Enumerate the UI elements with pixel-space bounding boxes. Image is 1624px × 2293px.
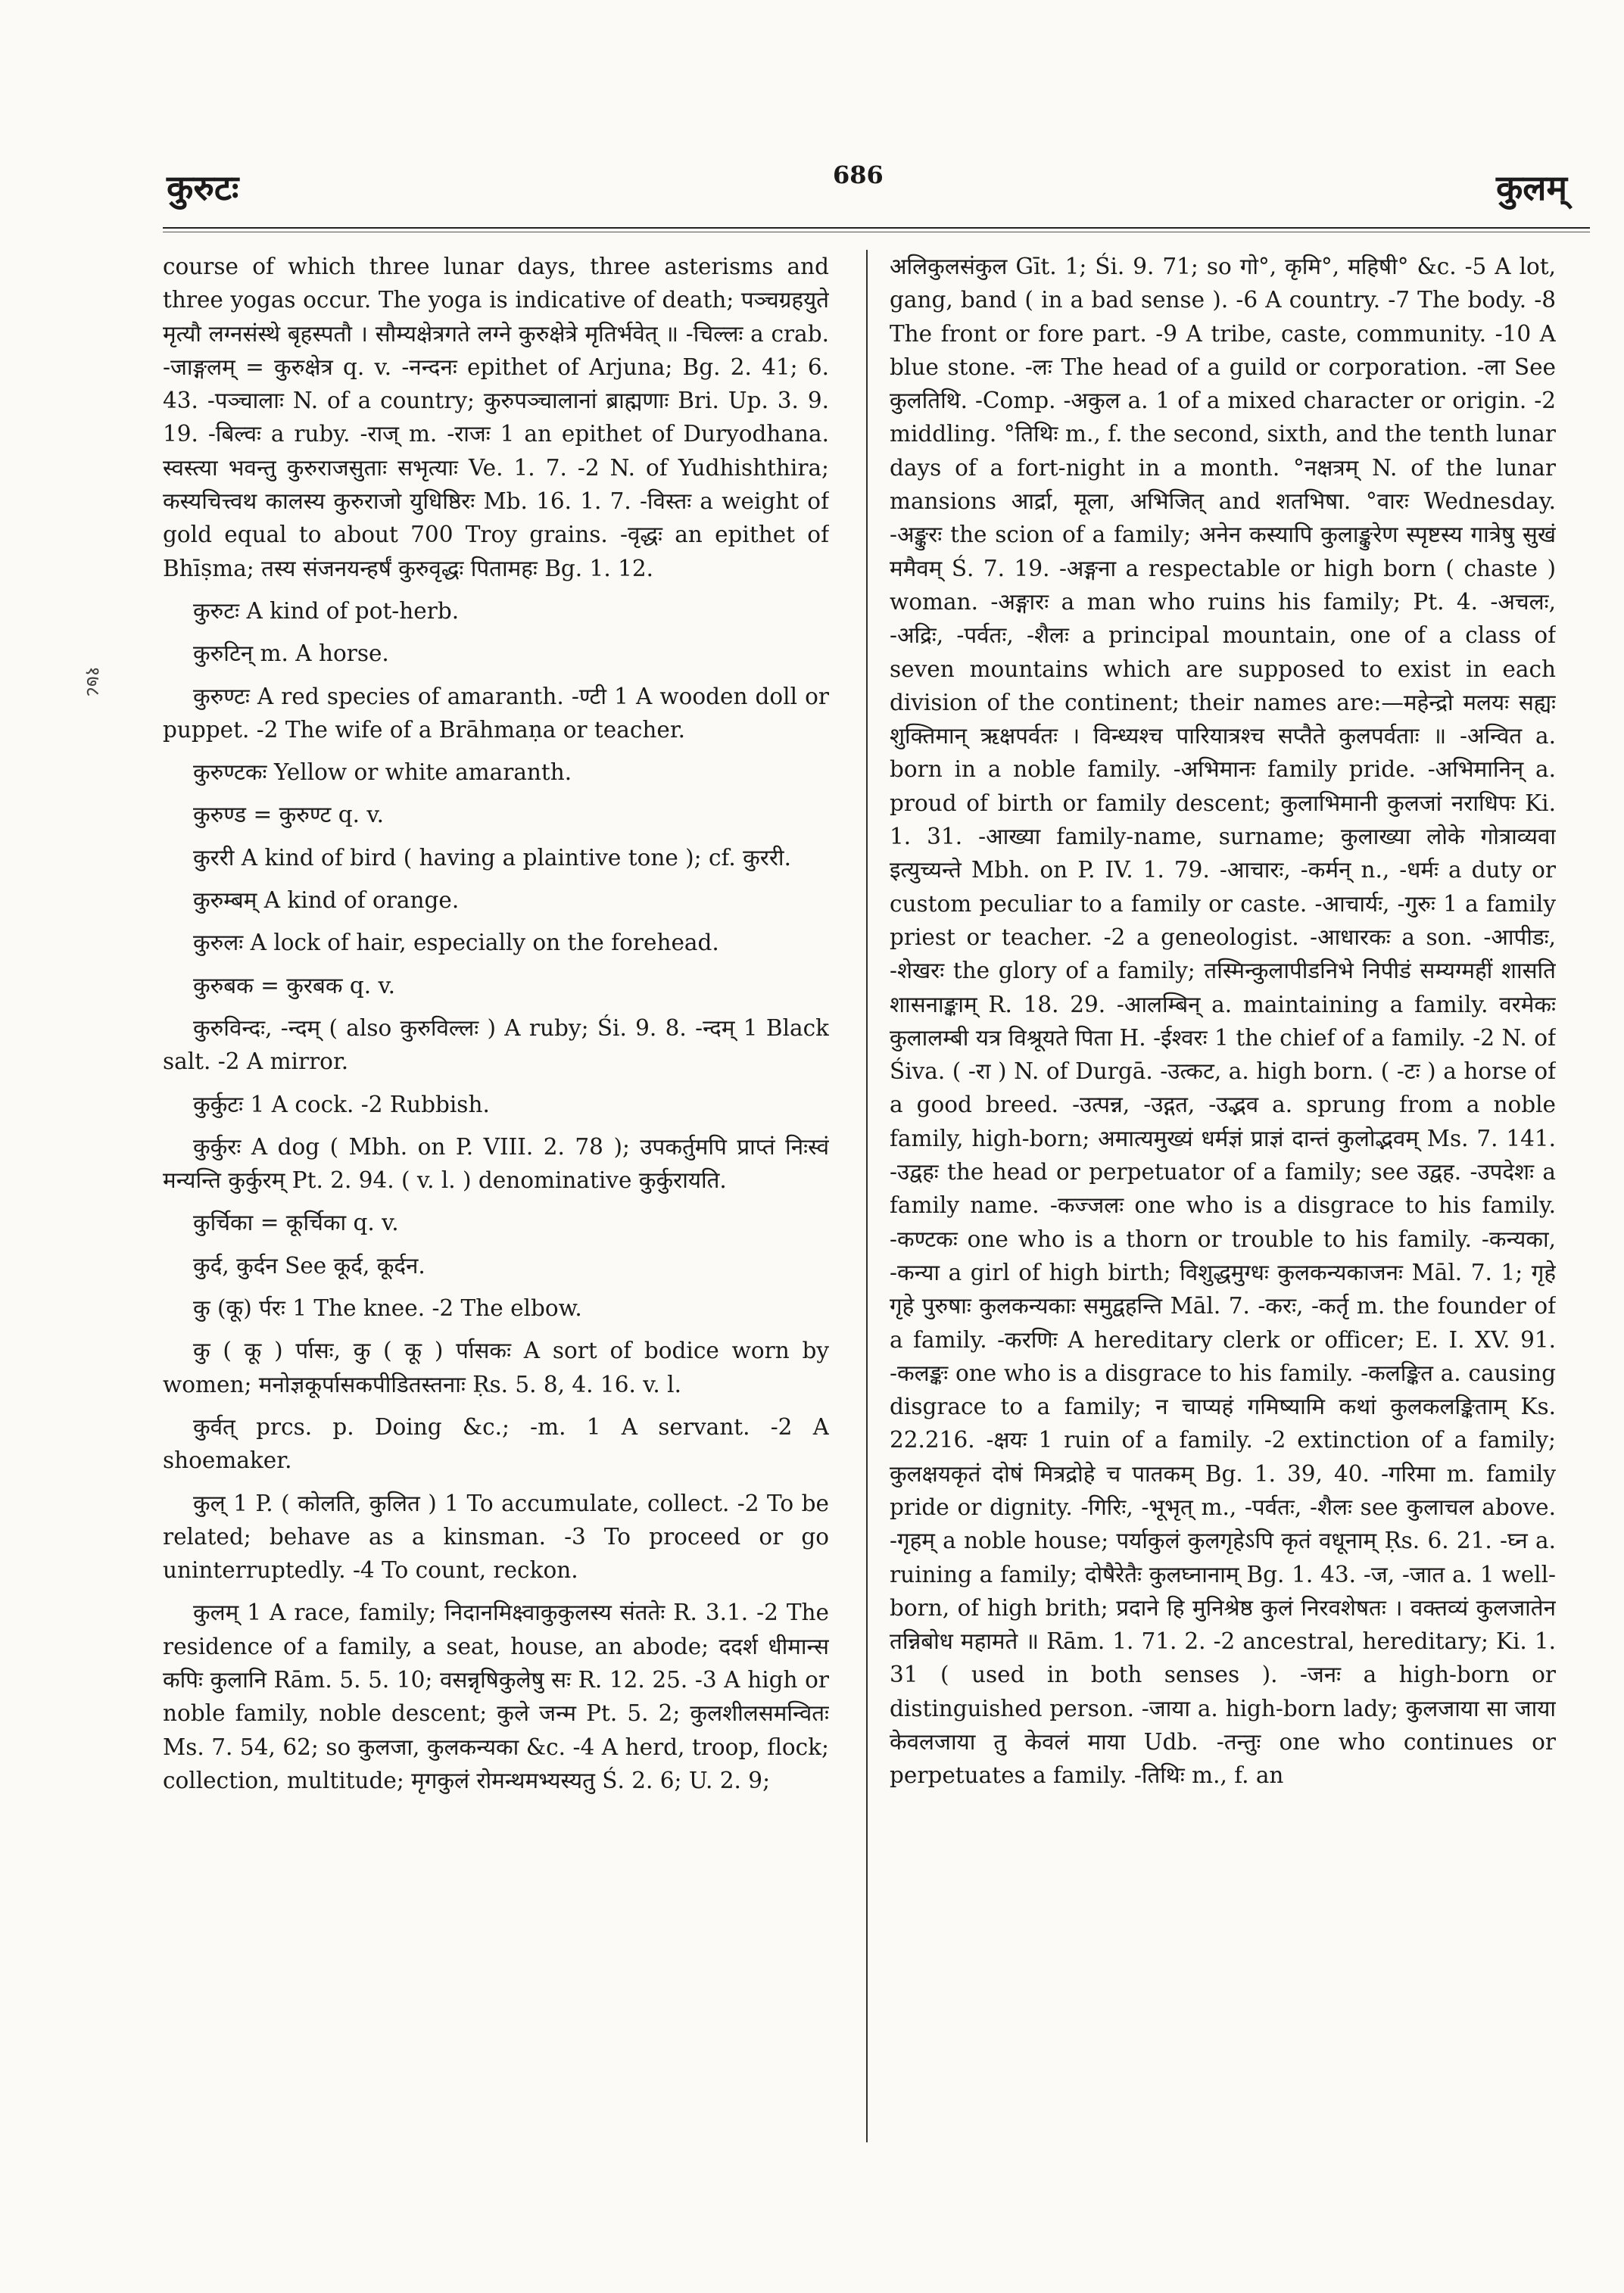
entry: कुल् 1 P. ( कोलति, कुलित ) 1 To accumulate, collect. -2 To be related; behave as a kinsman. -3 To proceed or go uninterruptedly. -4 To count, reckon. xyxy=(163,1490,829,1584)
entry: कु (कू) र्परः 1 The knee. -2 The elbow. xyxy=(193,1295,582,1322)
margin-mark: १७८ xyxy=(81,666,104,697)
entry: कुरुण्टकः Yellow or white amaranth. xyxy=(193,759,572,786)
entry: कुर्चिका = कूर्चिका q. v. xyxy=(193,1210,399,1236)
entry: कुरुम्बम् A kind of orange. xyxy=(193,887,460,914)
entry: कुररी A kind of bird ( having a plaintive tone ); cf. कुररी. xyxy=(193,844,791,871)
entry: कुर्कुरः A dog ( Mbh. on P. VIII. 2. 78 ); उपकर्तुमपि प्राप्तं निःस्वं मन्यन्ति कुर्कुरम् Pt. 2. 94. ( v. l. ) denominative कुर्कुरायति. xyxy=(163,1133,829,1194)
entry: कुरुलः A lock of hair, especially on the forehead. xyxy=(193,930,719,956)
entry: कुरुबक = कुरबक q. v. xyxy=(193,972,396,999)
entry: कुलम् 1 A race, family; निदानमिक्ष्वाकुकुलस्य संततेः R. 3.1. -2 The residence of a family, a seat, house, an abode; ददर्श धीमान्स कपिः कुलानि Rām. 5. 5. 10; वसन्नृषिकुलेषु सः R. 12. 25. -3 A high or noble family, noble descent; कुले जन्म Pt. 5. 2; कुलशीलसमन्वितः Ms. 7. 54, 62; so कुलजा, कुलकन्यका &c. -4 A herd, troop, flock; collection, multitude; मृगकुलं रोमन्थमभ्यस्यतु Ś. 2. 6; U. 2. 9; xyxy=(163,1600,829,1793)
entry: अलिकुलसंकुल Gīt. 1; Śi. 9. 71; so गो°, कृमि°, महिषी° &c. -5 A lot, gang, band ( in a bad sense ). -6 A country. -7 The body. -8 The front or fore part. -9 A tribe, caste, community. -10 A blue stone. -लः The head of a guild or corporation. -ला See कुलतिथि. -Comp. -अकुल a. 1 of a mixed character or origin. -2 middling. °तिथिः m., f. the second, sixth, and the tenth lunar days of a fort-night in a month. °नक्षत्रम् N. of the lunar mansions आर्द्रा, मूला, अभिजित् and शतभिषा. °वारः Wednesday. -अङ्कुरः the scion of a family; अनेन कस्यापि कुलाङ्कुरेण स्पृष्टस्य गात्रेषु सुखं ममैवम् Ś. 7. 19. -अङ्गना a respectable or high born ( chaste ) woman. -अङ्गारः a man who ruins his family; Pt. 4. -अचलः, -अद्रिः, -पर्वतः, -शैलः a principal mountain, one of a class of seven mountains which are supposed to exist in each division of the continent; their names are:—महेन्द्रो मलयः सह्यः शुक्तिमान् ऋक्षपर्वतः । विन्ध्यश्च पारियात्रश्च सप्तैते कुलपर्वताः ॥ -अन्वित a. born in a noble family. -अभिमानः family pride. -अभिमानिन् a. proud of birth or family descent; कुलाभिमानी कुलजां नराधिपः Ki. 1. 31. -आख्या family-name, surname; कुलाख्या लोके गोत्राव्यवा इत्युच्यन्ते Mbh. on P. IV. 1. 79. -आचारः, -कर्मन् n., -धर्मः a duty or custom peculiar to a family or caste. -आचार्यः, -गुरुः 1 a family priest or teacher. -2 a geneologist. -आधारकः a son. -आपीडः, -शेखरः the glory of a family; तस्मिन्कुलापीडनिभे निपीडं सम्यग्महीं शासति शासनाङ्काम् R. 18. 29. -आलम्बिन् a. maintaining a family. वरमेकः कुलालम्बी यत्र विश्रूयते पिता H. -ईश्वरः 1 the chief of a family. -2 N. of Śiva. ( -रा ) N. of Durgā. -उत्कट, a. high born. ( -टः ) a horse of a good breed. -उत्पन्न, -उद्गत, -उद्भव a. sprung from a noble family, high-born; अमात्यमुख्यं धर्मज्ञं प्राज्ञं दान्तं कुलोद्भवम् Ms. 7. 141. -उद्वहः the head or perpetuator of a family; see उद्वह. -उपदेशः a family name. -कज्जलः one who is a disgrace to his family. -कण्टकः one who is a thorn or trouble to his family. -कन्यका, -कन्या a girl of high birth; विशुद्धमुग्धः कुलकन्यकाजनः Māl. 7. 1; गृहे गृहे पुरुषाः कुलकन्यकाः समुद्वहन्ति Māl. 7. -करः, -कर्तृ m. the founder of a family. -करणिः A hereditary clerk or officer; E. I. XV. 91. -कलङ्कः one who is a disgrace to his family. -कलङ्कित a. causing disgrace to a family; न चाप्यहं गमिष्यामि कथां कुलकलङ्किताम् Ks. 22.216. -क्षयः 1 ruin of a family. -2 extinction of a family; कुलक्षयकृतं दोषं मित्रद्रोहे च पातकम् Bg. 1. 39, 40. -गरिमा m. family pride or dignity. -गिरिः, -भूभृत् m., -पर्वतः, -शैलः see कुलाचल above. -गृहम् a noble house; पर्याकुलं कुलगृहेऽपि कृतं वधूनाम् Ṛs. 6. 21. -घ्न a. ruining a family; दोषैरेतैः कुलघ्नानाम् Bg. 1. 43. -ज, -जात a. 1 well-born, of high brith; प्रदाने हि मुनिश्रेष्ठ कुलं निरवशेषतः । वक्तव्यं कुलजातेन तन्निबोध महामते ॥ Rām. 1. 71. 2. -2 ancestral, hereditary; Ki. 1. 31 ( used in both senses ). -जनः a high-born or distinguished person. -जाया a. high-born lady; कुलजाया सा जाया केवलजाया तु केवलं माया Udb. -तन्तुः one who continues or perpetuates a family. -तिथिः m., f. an xyxy=(890,254,1556,1789)
right-column xyxy=(890,250,1556,2142)
entry: कुरुटिन् m. A horse. xyxy=(193,640,389,667)
entry: कुरुटः A kind of pot-herb. xyxy=(193,597,460,624)
entry: कुर्वत् prcs. p. Doing &c.; -m. 1 A servant. -2 A shoemaker. xyxy=(163,1413,829,1474)
entry: कु ( कू ) र्पासः, कु ( कू ) र्पासकः A sort of bodice worn by women; मनोज्ञकूर्पासकपीडितस्तनाः Ṛs. 5. 8, 4. 16. v. l. xyxy=(163,1338,829,1397)
header-rule xyxy=(163,227,1590,232)
right-guide-word: कुलम् xyxy=(1495,167,1567,208)
page-header xyxy=(167,156,1590,217)
entry: course of which three lunar days, three asterisms and three yogas occur. The yoga is indicative of death; पञ्चग्रहयुते मृत्यौ लग्नसंस्थे बृहस्पतौ । सौम्यक्षेत्रगते लग्ने कुरुक्षेत्रे मृतिर्भवेत् ॥ -चिल्लः a crab. -जाङ्गलम् = कुरुक्षेत्र q. v. -नन्दनः epithet of Arjuna; Bg. 2. 41; 6. 43. -पञ्चालाः N. of a country; कुरुपञ्चालानां ब्राह्मणाः Bri. Up. 3. 9. 19. -बिल्वः a ruby. -राज् m. -राजः 1 an epithet of Duryodhana. स्वस्त्या भवन्तु कुरुराजसुताः सभृत्याः Ve. 1. 7. -2 N. of Yudhishthira; कस्यचित्त्वथ कालस्य कुरुराजो युधिष्ठिरः Mb. 16. 1. 7. -विस्तः a weight of gold equal to about 700 Troy grains. -वृद्धः an epithet of Bhīṣma; तस्य संजनयन्हर्षं कुरुवृद्धः पितामहः Bg. 1. 12. xyxy=(163,254,829,581)
entry: कुरुण्टः A red species of amaranth. -ण्टी 1 A wooden doll or puppet. -2 The wife of a Brāhmaṇa or teacher. xyxy=(163,683,829,743)
left-guide-word: कुरुटः xyxy=(167,167,239,208)
entry: कुरुण्ड = कुरुण्ट q. v. xyxy=(193,802,384,828)
entry: कुर्द, कुर्दन See कूर्द, कूर्दन. xyxy=(193,1252,425,1279)
column-divider xyxy=(866,250,868,2142)
entry: कुरुविन्दः, -न्दम् ( also कुरुविल्लः ) A ruby; Śi. 9. 8. -न्दम् 1 Black salt. -2 A mirror. xyxy=(163,1014,829,1075)
entry: कुर्कुटः 1 A cock. -2 Rubbish. xyxy=(193,1091,490,1117)
page-number: 686 xyxy=(833,160,884,189)
left-column xyxy=(163,250,829,2142)
